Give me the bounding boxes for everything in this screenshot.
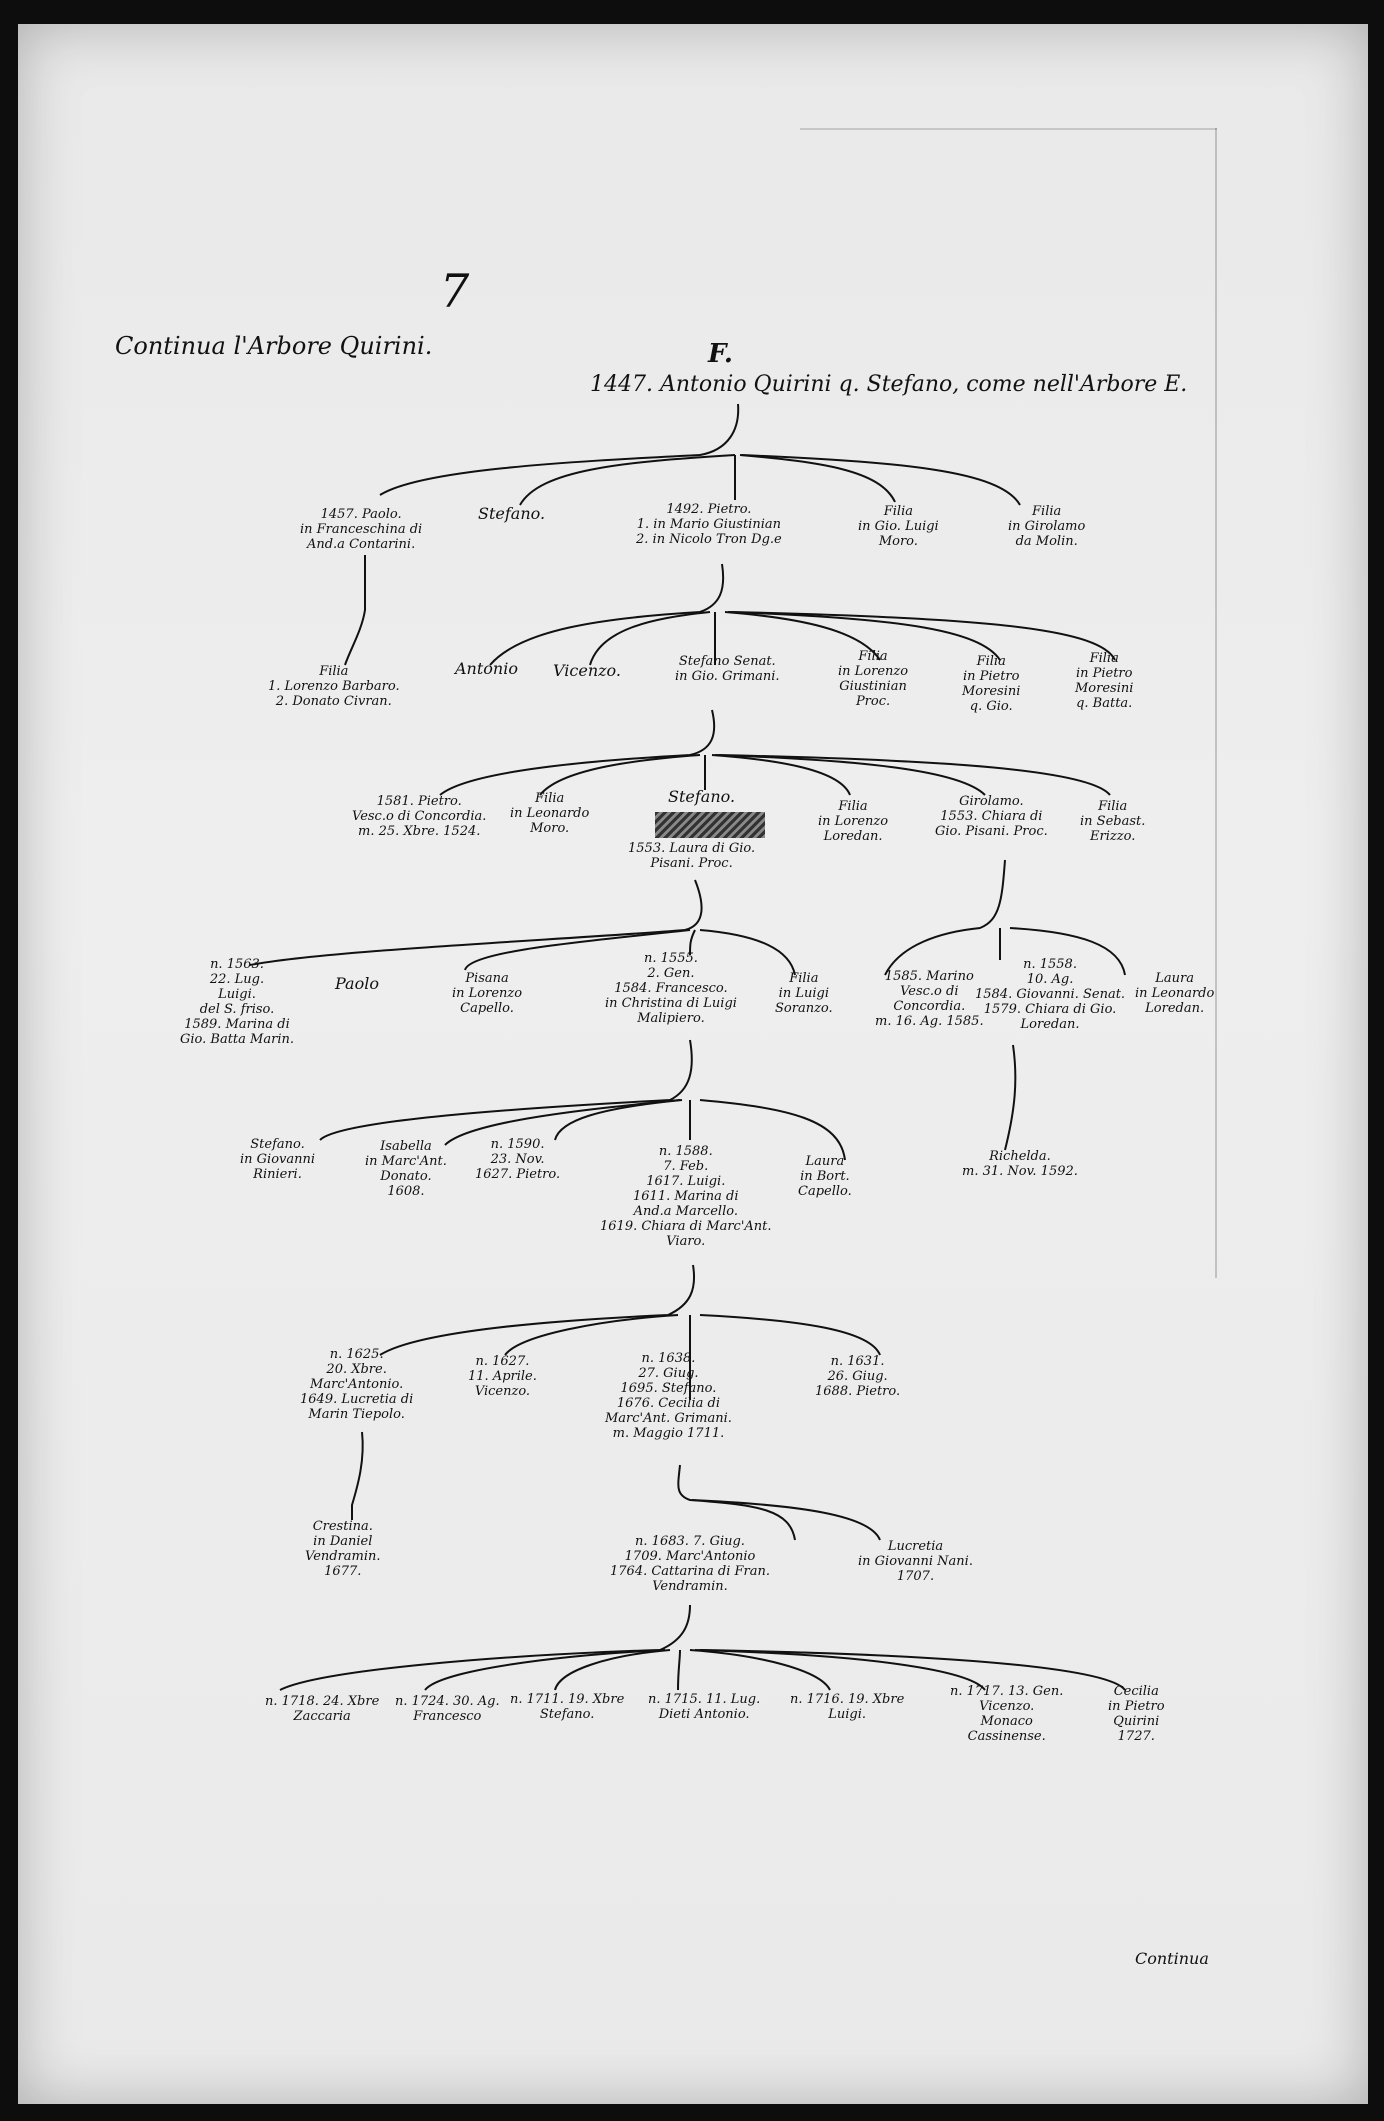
branch (520, 455, 735, 505)
person-antonio-g2: Antonio (455, 659, 518, 678)
branch (742, 455, 1020, 505)
person-francesco: n. 1555. 2. Gen. 1584. Francesco. in Christina di Luigi Malipiero. (605, 951, 737, 1026)
branch (678, 1650, 680, 1690)
person-richelda: Richelda. m. 31. Nov. 1592. (962, 1149, 1078, 1179)
root-person: 1447. Antonio Quirini q. Stefano, come nell'Arbore E. (590, 372, 1188, 397)
person-francesco-g8: n. 1724. 30. Ag. Francesco (395, 1694, 500, 1724)
branch (380, 404, 738, 495)
person-marcantonio-g6: n. 1625. 20. Xbre. Marc'Antonio. 1649. Lucretia di Marin Tiepolo. (300, 1347, 414, 1422)
footer-continua: Continua (1135, 1949, 1209, 1968)
tree-letter: F. (708, 339, 733, 369)
person-pisana: Pisana in Lorenzo Capello. (452, 971, 523, 1016)
person-vicenzo-g6: n. 1627. 11. Aprile. Vicenzo. (468, 1354, 537, 1399)
person-zaccaria: n. 1718. 24. Xbre Zaccaria (265, 1694, 380, 1724)
person-luigi-g5: n. 1588. 7. Feb. 1617. Luigi. 1611. Marina di And.a Marcello. 1619. Chiara di Marc'Ant. Viaro. (600, 1144, 772, 1249)
person-marcantonio-g7: n. 1683. 7. Giug. 1709. Marc'Antonio 1764. Cattarina di Fran. Vendramin. (610, 1534, 770, 1594)
person-pietro-g3: 1581. Pietro. Vesc.o di Concordia. m. 25. Xbre. 1524. (352, 794, 487, 839)
person-filia-moresini-gio: Filia in Pietro Moresini q. Gio. (962, 654, 1021, 714)
person-filia-erizzo: Filia in Sebast. Erizzo. (1080, 799, 1146, 844)
person-laura-g5: Laura in Bort. Capello. (798, 1154, 852, 1199)
branch (505, 1315, 678, 1355)
person-stefano-g8: n. 1711. 19. Xbre Stefano. (510, 1692, 625, 1722)
person-lucretia: Lucretia in Giovanni Nani. 1707. (858, 1539, 973, 1584)
branch (718, 755, 1110, 795)
person-giovanni: n. 1558. 10. Ag. 1584. Giovanni. Senat. 1579. Chiara di Gio. Loredan. (975, 957, 1126, 1032)
person-filia-barbaro: Filia 1. Lorenzo Barbaro. 2. Donato Civran. (268, 664, 400, 709)
person-filia-moro-g3: Filia in Leonardo Moro. (510, 791, 590, 836)
person-filia-moresini-batta: Filia in Pietro Moresini q. Batta. (1075, 651, 1134, 711)
person-antonio-g8: n. 1715. 11. Lug. Dieti Antonio. (648, 1692, 761, 1722)
person-marino: 1585. Marino Vesc.o di Concordia. m. 16. Ag. 1585. (875, 969, 984, 1029)
person-stefano-g2: Stefano Senat. in Gio. Grimani. (675, 654, 780, 684)
branch (352, 1432, 363, 1520)
person-cecilia: Cecilia in Pietro Quirini 1727. (1108, 1684, 1165, 1744)
person-filia-giustinian: Filia in Lorenzo Giustinian Proc. (838, 649, 909, 709)
branch (1005, 1045, 1015, 1150)
person-girolamo: Girolamo. 1553. Chiara di Gio. Pisani. Proc. (935, 794, 1048, 839)
person-isabella: Isabella in Marc'Ant. Donato. 1608. (365, 1139, 447, 1199)
branch (700, 1315, 880, 1355)
person-crestina: Crestina. in Daniel Vendramin. 1677. (305, 1519, 381, 1579)
struck-out-text (655, 812, 765, 838)
branch (320, 1040, 692, 1140)
person-paolo: 1457. Paolo. in Franceschina di And.a Contarini. (300, 507, 423, 552)
person-stefano-g6: n. 1638. 27. Giug. 1695. Stefano. 1676. Cecilia di Marc'Ant. Grimani. m. Maggio 1711. (605, 1351, 732, 1441)
person-stefano-g3-note: 1553. Laura di Gio. Pisani. Proc. (628, 841, 756, 871)
page-number: 7 (440, 264, 470, 318)
branch (715, 755, 985, 795)
person-pietro-g6: n. 1631. 26. Giug. 1688. Pietro. (815, 1354, 901, 1399)
person-pietro-g5: n. 1590. 23. Nov. 1627. Pietro. (475, 1137, 561, 1182)
person-stefano-g3: Stefano. (668, 787, 736, 806)
branch (345, 555, 365, 665)
header-continua: Continua l'Arbore Quirini. (115, 332, 433, 360)
person-luigi-g8: n. 1716. 19. Xbre Luigi. (790, 1692, 905, 1722)
branch (380, 1265, 694, 1355)
person-filia-soranzo: Filia in Luigi Soranzo. (775, 971, 833, 1016)
person-luigi-g4: n. 1563. 22. Lug. Luigi. del S. friso. 1589. Marina di Gio. Batta Marin. (180, 957, 294, 1047)
person-pietro-g1: 1492. Pietro. 1. in Mario Giustinian 2. in Nicolo Tron Dg.e (636, 502, 782, 547)
branch (440, 710, 714, 795)
person-stefano-g1: Stefano. (478, 504, 546, 523)
person-laura-g4: Laura in Leonardo Loredan. (1135, 971, 1215, 1016)
person-vicenzo-g2: Vicenzo. (553, 661, 621, 680)
person-paolo-g4: Paolo (335, 974, 379, 993)
person-vicenzo-g8: n. 1717. 13. Gen. Vicenzo. Monaco Cassinense. (950, 1684, 1064, 1744)
person-filia-moro: Filia in Gio. Luigi Moro. (858, 504, 939, 549)
person-stefano-g5: Stefano. in Giovanni Rinieri. (240, 1137, 316, 1182)
branch (280, 1605, 690, 1690)
person-filia-loredan-g3: Filia in Lorenzo Loredan. (818, 799, 889, 844)
person-filia-molin: Filia in Girolamo da Molin. (1008, 504, 1086, 549)
